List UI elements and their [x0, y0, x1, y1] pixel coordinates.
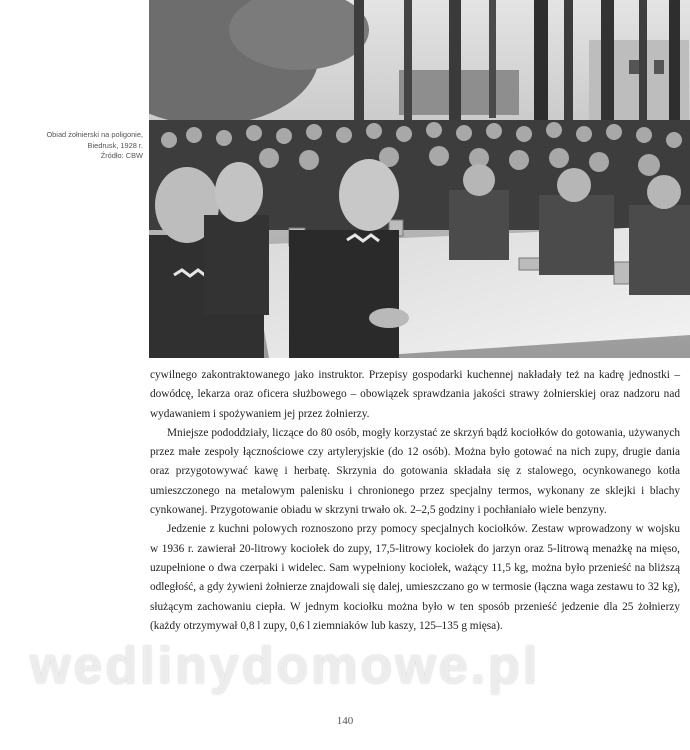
caption-line: Biedrusk, 1928 r. — [87, 140, 143, 150]
article-body — [150, 366, 680, 636]
paragraph: cywilnego zakontraktowanego jako instruktor. Przepisy gospodarki kuchennej nakładały też na kadrę jednostki – dowódcę, lekarza oraz oficera służbowego – obowiązek sprawdzania jakości strawy żołnierskiej oraz nadzoru nad wydawaniem i spożywaniem jej przez żołnierzy. — [150, 369, 680, 420]
caption-line: Obiad żołnierski na poligonie, — [46, 130, 143, 139]
page-number: 140 — [336, 715, 354, 727]
caption-line: Źródło: CBW — [100, 151, 143, 160]
historical-photo — [149, 0, 690, 358]
figure-caption — [8, 130, 143, 162]
paragraph: Mniejsze pododdziały, liczące do 80 osób, mogły korzystać ze skrzyń bądź kociołków do gotowania, używanych przez małe zespoły łącznościowe czy artyleryjskie (do 12 osób). Można było gotować na nich zupy, drugie dania oraz przygotowywać kawę i herbatę. Skrzynia do gotowania składała się z stalowego, ocynkowanego kotła umieszczonego na metalowym palenisku i chronionego przez specjalny termos, wykonany ze sklejki i blachy cynkowanej. Przygotowanie obiadu w skrzyni trwało ok. 2–2,5 godziny i pochłaniało wiele benzyny. — [150, 426, 680, 517]
paragraph: Jedzenie z kuchni polowych roznoszono przy pomocy specjalnych kociołków. Zestaw wprowadzony w wojsku w 1936 r. zawierał 20-litrowy kociołek do zupy, 17,5-litrowy kociołek do jarzyn oraz 5-litrową menażkę na mięso, uzupełnione o dwa czerpaki i widelec. Sam wypełniony kociołek, ważący 11,5 kg, można było przenieść na bliższą odległość, a gdy żywieni żołnierze znajdowali się dalej, umieszczano go w termosie (łączna waga zestawu to 32 kg), służącym zachowaniu ciepła. W jednym kociołku można było w ten sposób przenieść jedzenie dla 25 żołnierzy (każdy otrzymywał 0,8 l zupy, 0,6 l ziemniaków lub kaszy, 125–135 g mięsa). — [150, 523, 680, 632]
soldiers-dinner-photo-icon — [149, 0, 690, 358]
watermark: wedlinydomowe.pl — [30, 637, 541, 695]
